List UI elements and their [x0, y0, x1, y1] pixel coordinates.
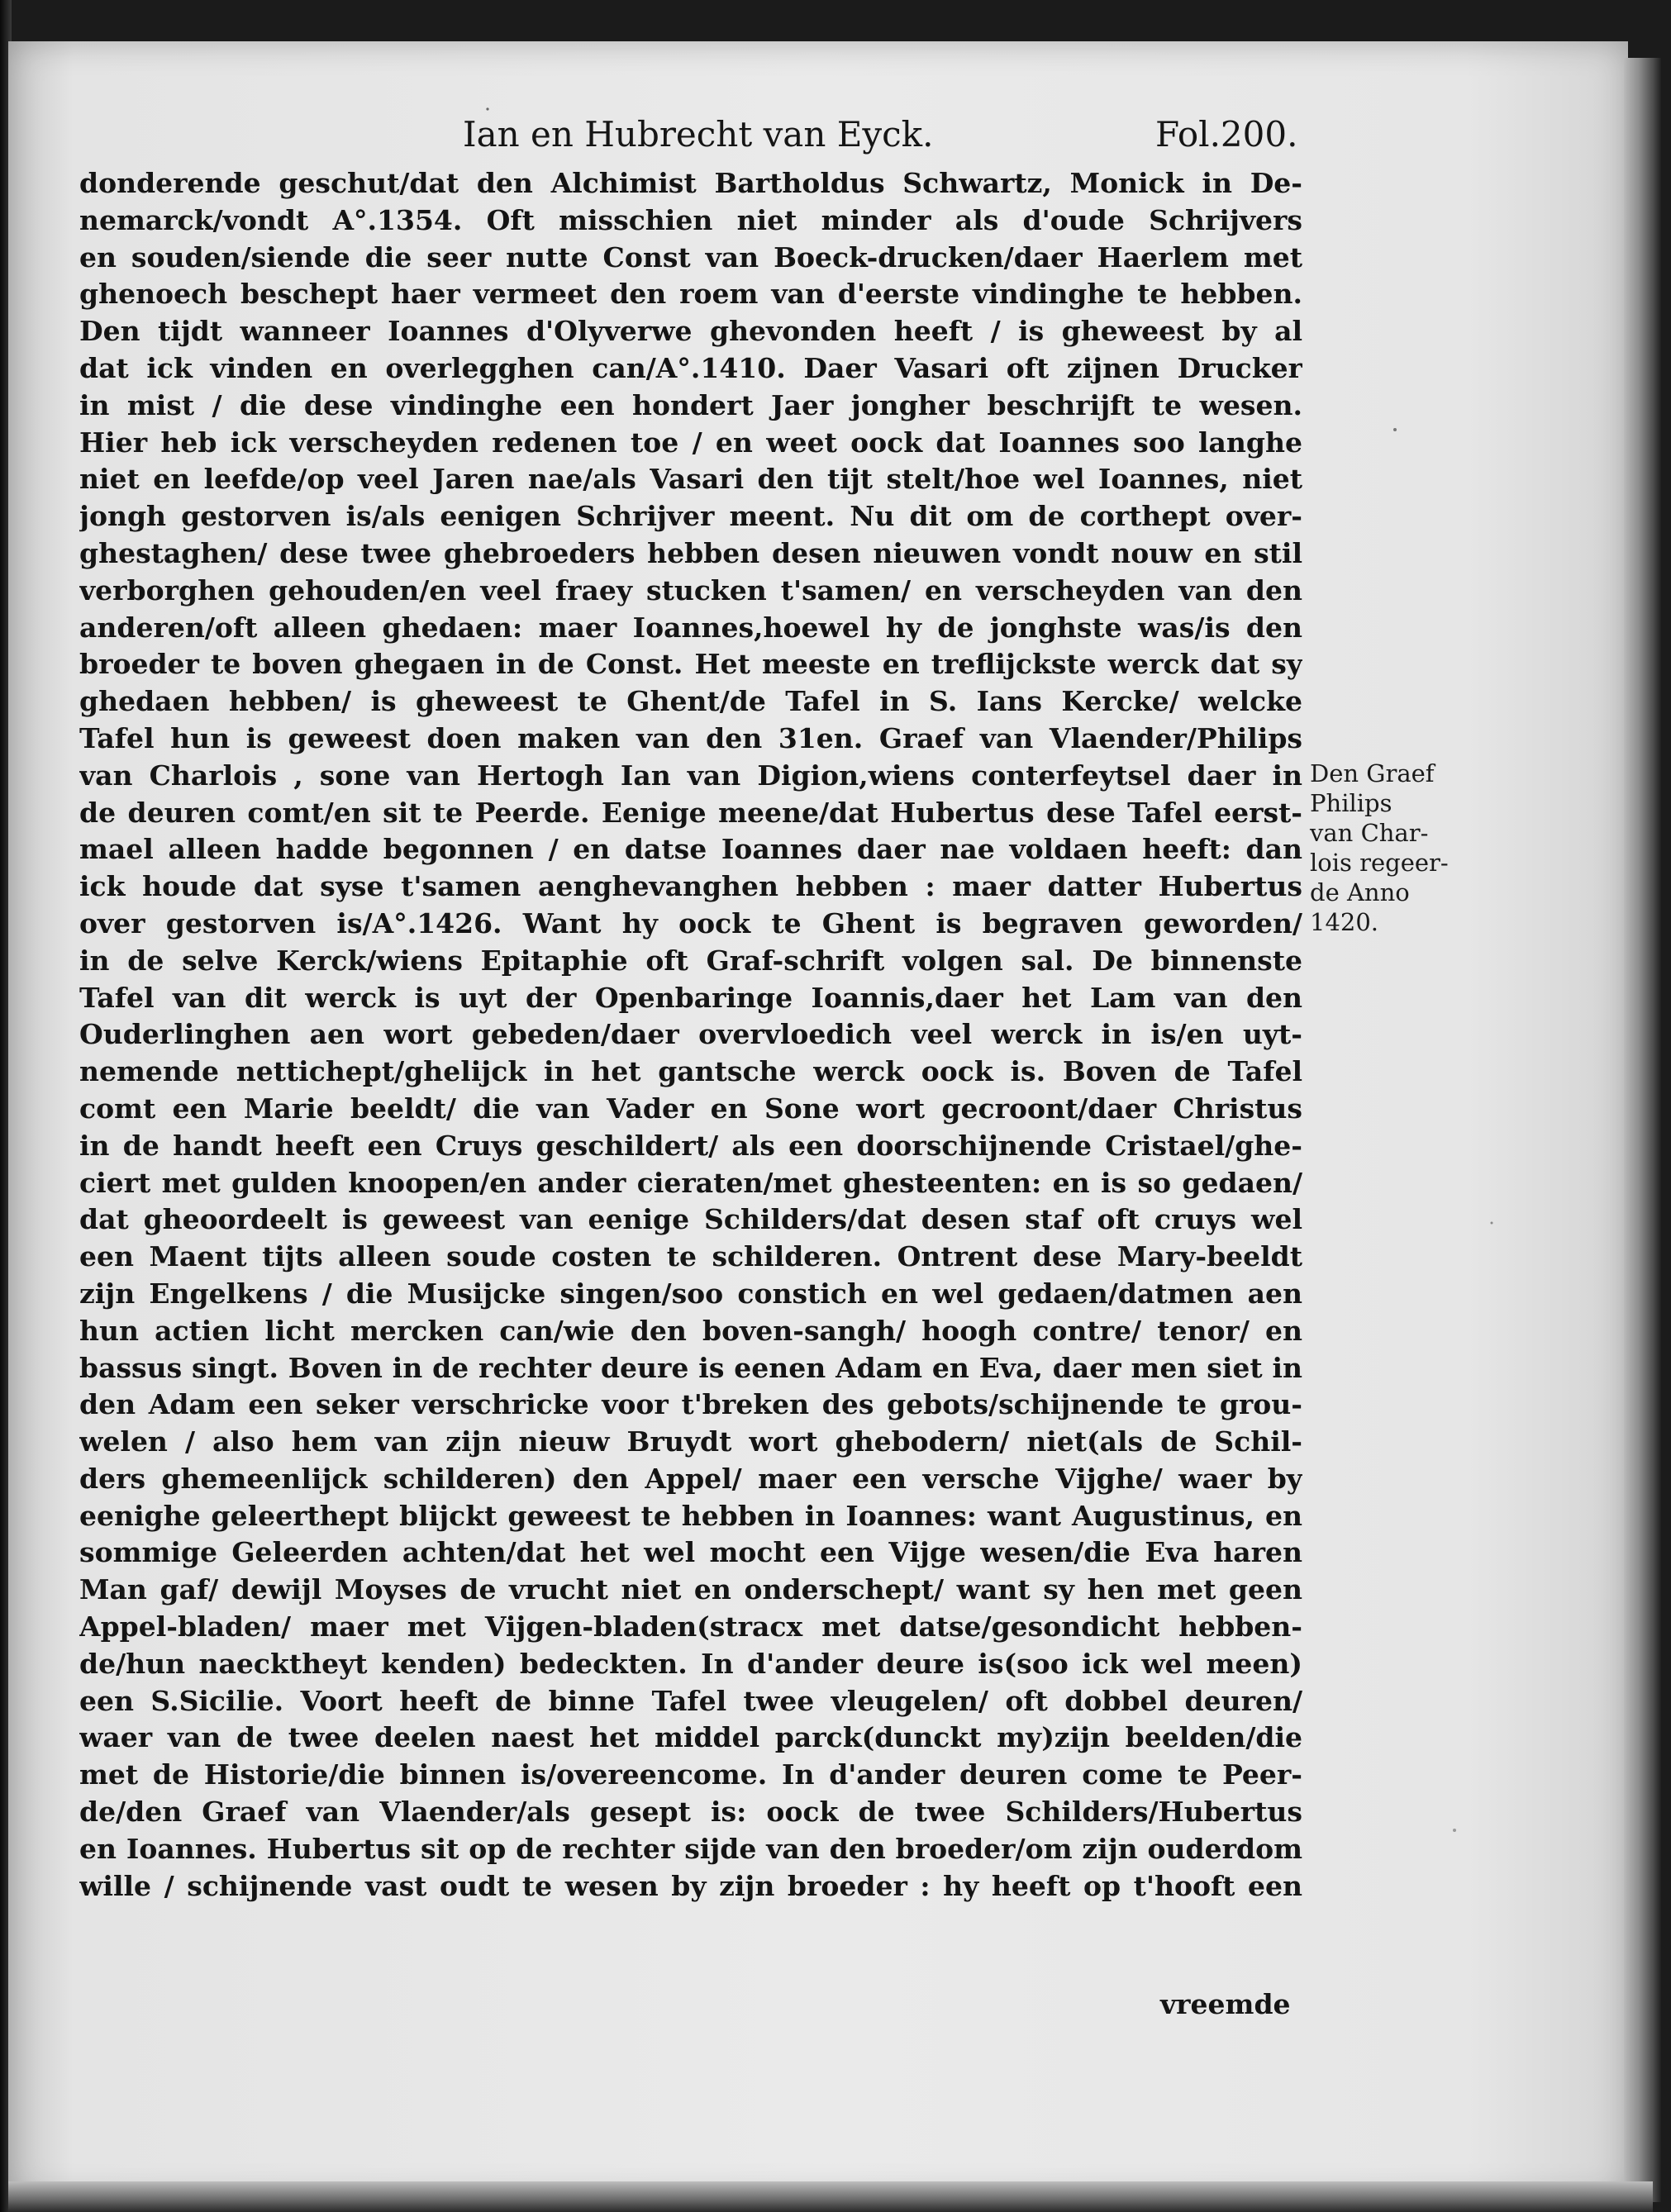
text-line: ders ghemeenlijck schilderen) den Appel/ maer een versche Vijghe/ waer by: [79, 1462, 1302, 1495]
text-line: verborghen gehouden/en veel fraey stucken t'samen/ en verscheyden van den: [79, 573, 1302, 607]
page-stack-edge-right: [1624, 58, 1661, 2202]
text-line: sommige Geleerden achten/dat het wel mocht een Vijge wesen/die Eva haren: [79, 1536, 1302, 1569]
folio-number: Fol.200.: [1155, 114, 1298, 155]
text-line: wille / schijnende vast oudt te wesen by zijn broeder : hy heeft op t'hooft een: [79, 1869, 1302, 1902]
text-line: ghenoech beschept haer vermeet den roem van d'eerste vindinghe te hebben.: [79, 278, 1302, 311]
margin-note-line: van Char-: [1310, 819, 1429, 847]
text-line: Den tijdt wanneer Ioannes d'Olyverwe ghevonden heeft / is gheweest by al: [79, 315, 1302, 348]
text-line: comt een Marie beeldt/ die van Vader en Sone wort gecroont/daer Christus: [79, 1092, 1302, 1125]
text-line: mael alleen hadde begonnen / en datse Ioannes daer nae voldaen heeft: dan: [79, 833, 1302, 866]
text-line: Tafel hun is geweest doen maken van den 31en. Graef van Vlaender/Philips: [79, 721, 1302, 754]
text-line: ick houde dat syse t'samen aenghevanghen hebben : maer datter Hubertus: [79, 870, 1302, 903]
text-line: nemende nettichept/ghelijck in het gantsche werck oock is. Boven de Tafel: [79, 1055, 1302, 1088]
text-line: zijn Engelkens / die Musijcke singen/soo constich en wel gedaen/datmen aen: [79, 1277, 1302, 1310]
text-line: nemarck/vondt A°.1354. Oft misschien niet minder als d'oude Schrijvers: [79, 203, 1302, 236]
text-line: ghestaghen/ dese twee ghebroeders hebben desen nieuwen vondt nouw en stil: [79, 536, 1302, 569]
text-line: de/hun naecktheyt kenden) bedeckten. In d'ander deure is(soo ick wel meen): [79, 1647, 1302, 1680]
text-line: in de handt heeft een Cruys geschildert/ als een doorschijnende Cristael/ghe-: [79, 1129, 1302, 1162]
text-line: anderen/oft alleen ghedaen: maer Ioannes,hoewel hy de jonghste was/is den: [79, 611, 1302, 644]
text-line: de/den Graef van Vlaender/als gesept is: oock de twee Schilders/Hubertus: [79, 1796, 1302, 1829]
margin-note: [1310, 759, 1475, 937]
text-line: den Adam een seker verschricke voor t'breken des gebots/schijnende te grou-: [79, 1388, 1302, 1421]
body-text-block: [79, 165, 1302, 1905]
text-line: ciert met gulden knoopen/en ander cieraten/met ghesteenten: en is so gedaen/: [79, 1166, 1302, 1199]
text-line: waer van de twee deelen naest het middel parck(dunckt my)zijn beelden/die: [79, 1721, 1302, 1754]
text-line: in mist / die dese vindinghe een hondert Jaer jongher beschrijft te wesen.: [79, 388, 1302, 421]
margin-note-line: Philips: [1310, 789, 1392, 817]
text-line: met de Historie/die binnen is/overeencome. In d'ander deuren come te Peer-: [79, 1758, 1302, 1791]
text-line: jongh gestorven is/als eenigen Schrijver meent. Nu dit om de corthept over-: [79, 500, 1302, 533]
margin-note-line: lois regeer-: [1310, 849, 1449, 877]
text-line: Hier heb ick verscheyden redenen toe / en weet oock dat Ioannes soo langhe: [79, 426, 1302, 459]
text-line: een S.Sicilie. Voort heeft de binne Tafel twee vleugelen/ oft dobbel deuren/: [79, 1684, 1302, 1717]
text-line: bassus singt. Boven in de rechter deure is eenen Adam en Eva, daer men siet in: [79, 1351, 1302, 1384]
text-line: een Maent tijts alleen soude costen te schilderen. Ontrent dese Mary-beeldt: [79, 1240, 1302, 1273]
text-line: dat gheoordeelt is geweest van eenige Schilders/dat desen staf oft cruys wel: [79, 1203, 1302, 1236]
text-line: Ouderlinghen aen wort gebeden/daer overvloedich veel werck in is/en uyt-: [79, 1018, 1302, 1051]
catchword: vreemde: [1160, 1988, 1291, 2020]
text-line: dat ick vinden en overlegghen can/A°.1410. Daer Vasari oft zijnen Drucker: [79, 351, 1302, 384]
text-line: over gestorven is/A°.1426. Want hy oock te Ghent is begraven geworden/: [79, 906, 1302, 940]
margin-note-line: de Anno: [1310, 878, 1410, 906]
text-line: ghedaen hebben/ is gheweest te Ghent/de Tafel in S. Ians Kercke/ welcke: [79, 685, 1302, 718]
text-line: hun actien licht mercken can/wie den boven-sangh/ hoogh contre/ tenor/ en: [79, 1314, 1302, 1347]
text-line: Man gaf/ dewijl Moyses de vrucht niet en onderschept/ want sy hen met geen: [79, 1573, 1302, 1606]
text-line: niet en leefde/op veel Jaren nae/als Vasari den tijt stelt/hoe wel Ioannes, niet: [79, 463, 1302, 496]
text-line: broeder te boven ghegaen in de Const. Het meeste en treflijckste werck dat sy: [79, 648, 1302, 681]
text-line: Tafel van dit werck is uyt der Openbaringe Ioannis,daer het Lam van den: [79, 981, 1302, 1014]
text-line: donderende geschut/dat den Alchimist Bartholdus Schwartz, Monick in De-: [79, 167, 1302, 199]
text-line: welen / also hem van zijn nieuw Bruydt wort ghebodern/ niet(als de Schil-: [79, 1425, 1302, 1458]
margin-note-line: Den Graef: [1310, 759, 1435, 787]
page-stack-edge-bottom: [8, 2181, 1653, 2212]
text-line: en souden/siende die seer nutte Const van Boeck-drucken/daer Haerlem met: [79, 240, 1302, 274]
text-line: de deuren comt/en sit te Peerde. Eenige meene/dat Hubertus dese Tafel eerst-: [79, 796, 1302, 829]
text-line: van Charlois , sone van Hertogh Ian van Digion,wiens conterfeytsel daer in: [79, 759, 1302, 792]
text-line: en Ioannes. Hubertus sit op de rechter sijde van den broeder/om zijn ouderdom: [79, 1832, 1302, 1865]
margin-note-line: 1420.: [1310, 908, 1379, 936]
running-title: Ian en Hubrecht van Eyck.: [463, 114, 934, 155]
text-line: eenighe geleerthept blijckt geweest te hebben in Ioannes: want Augustinus, en: [79, 1499, 1302, 1532]
text-line: in de selve Kerck/wiens Epitaphie oft Graf-schrift volgen sal. De binnenste: [79, 944, 1302, 977]
text-line: Appel-bladen/ maer met Vijgen-bladen(stracx met datse/gesondicht hebben-: [79, 1610, 1302, 1644]
